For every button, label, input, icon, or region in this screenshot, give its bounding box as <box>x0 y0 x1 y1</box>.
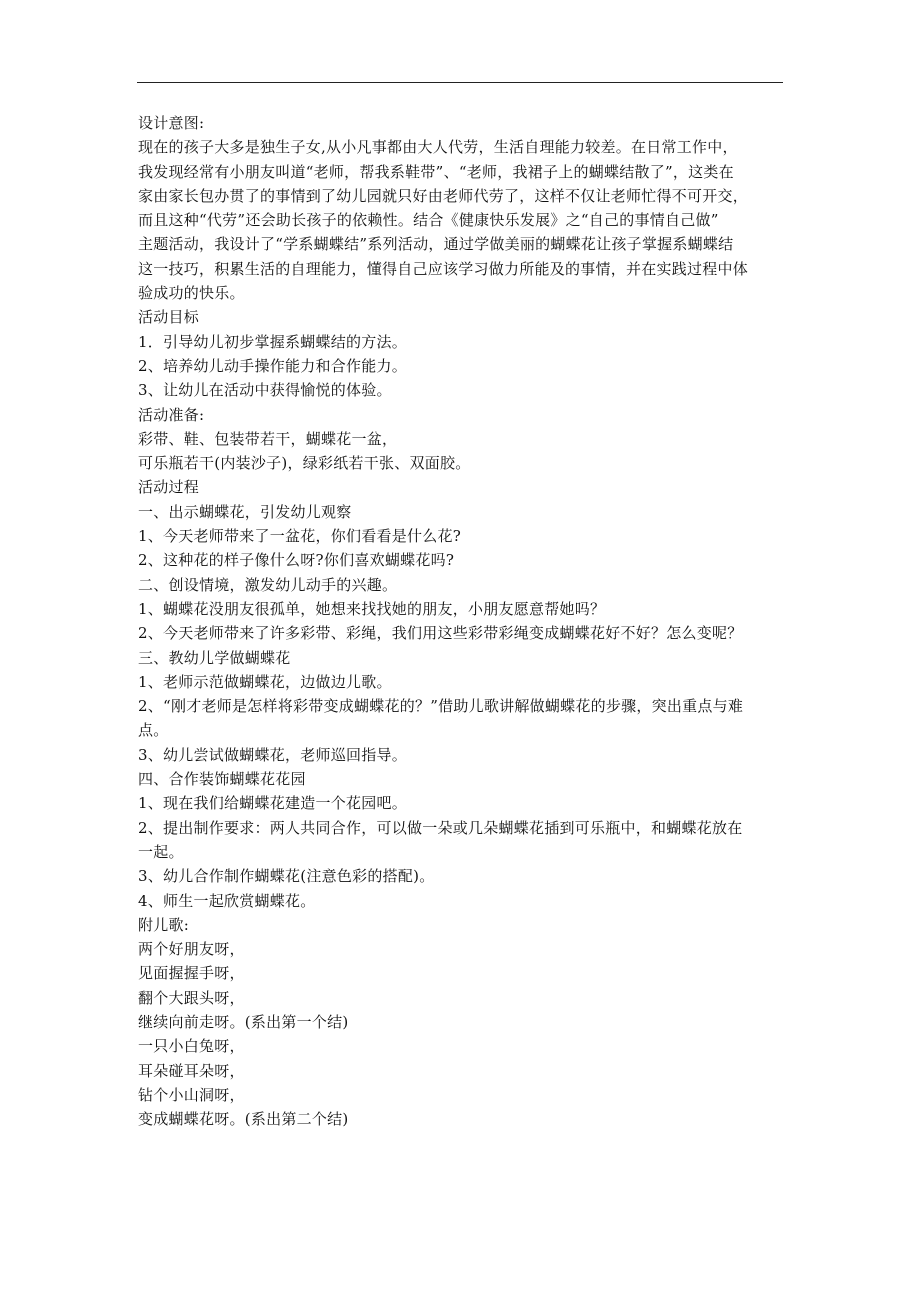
design-intent-line: 这一技巧，积累生活的自理能力，懂得自己应该学习做力所能及的事情，并在实践过程中体 <box>138 259 749 278</box>
song-line: 两个好朋友呀， <box>138 940 245 959</box>
section-title: 四、合作装饰蝴蝶花花园 <box>138 770 306 789</box>
header-rule <box>137 82 783 83</box>
section-item: 1、蝴蝶花没朋友很孤单，她想来找找她的朋友，小朋友愿意帮她吗？ <box>138 599 606 618</box>
goal-item: 1．引导幼儿初步掌握系蝴蝶结的方法。 <box>138 332 408 351</box>
section-item: 3、幼儿合作制作蝴蝶花(注意色彩的搭配)。 <box>138 867 435 886</box>
design-intent-line: 家由家长包办贯了的事情到了幼儿园就只好由老师代劳了，这样不仅让老师忙得不可开交， <box>138 186 749 205</box>
section-item-continuation: 一起。 <box>138 842 184 861</box>
design-intent-heading: 设计意图: <box>138 114 205 132</box>
section-item: 2、“刚才老师是怎样将彩带变成蝴蝶花的？”借助儿歌讲解做蝴蝶花的步骤，突出重点与难 <box>138 697 744 716</box>
design-intent-line: 验成功的快乐。 <box>138 284 245 303</box>
section-item: 1、老师示范做蝴蝶花，边做边儿歌。 <box>138 672 392 691</box>
section-item: 2、今天老师带来了许多彩带、彩绳，我们用这些彩带彩绳变成蝴蝶花好不好？怎么变呢？ <box>138 624 743 643</box>
song-line: 钻个小山洞呀， <box>138 1085 245 1104</box>
goal-item: 3、让幼儿在活动中获得愉悦的体验。 <box>138 381 392 400</box>
design-intent-line: 主题活动，我设计了“学系蝴蝶结”系列活动，通过学做美丽的蝴蝶花让孩子掌握系蝴蝶结 <box>138 235 734 254</box>
preparation-heading: 活动准备: <box>138 405 205 424</box>
design-intent-line: 现在的孩子大多是独生子女,从小凡事都由大人代劳，生活自理能力较差。在日常工作中， <box>138 138 738 157</box>
goals-heading: 活动目标 <box>138 308 200 327</box>
section-item: 3、幼儿尝试做蝴蝶花，老师巡回指导。 <box>138 745 408 764</box>
song-line: 见面握握手呀， <box>138 964 245 983</box>
section-item: 1、现在我们给蝴蝶花建造一个花园吧。 <box>138 794 408 813</box>
section-item: 2、提出制作要求：两人共同合作，可以做一朵或几朵蝴蝶花插到可乐瓶中，和蝴蝶花放在 <box>138 818 743 837</box>
section-item-continuation: 点。 <box>138 721 169 740</box>
design-intent-line: 我发现经常有小朋友叫道“老师，帮我系鞋带”、“老师，我裙子上的蝴蝶结散了”，这类在 <box>138 162 734 181</box>
document-body <box>138 111 788 1131</box>
section-item: 4、师生一起欣赏蝴蝶花。 <box>138 891 316 910</box>
song-line: 继续向前走呀。(系出第一个结) <box>138 1012 349 1031</box>
preparation-item: 可乐瓶若干(内装沙子)，绿彩纸若干张、双面胶。 <box>138 454 471 473</box>
song-heading: 附儿歌: <box>138 915 190 934</box>
preparation-item: 彩带、鞋、包装带若干，蝴蝶花一盆， <box>138 429 398 448</box>
goal-item: 2、培养幼儿动手操作能力和合作能力。 <box>138 356 408 375</box>
section-item: 2、这种花的样子像什么呀?你们喜欢蝴蝶花吗? <box>138 551 455 570</box>
design-intent-line: 而且这种“代劳”还会助长孩子的依赖性。结合《健康快乐发展》之“自己的事情自己做” <box>138 211 719 230</box>
song-line: 变成蝴蝶花呀。(系出第二个结) <box>138 1110 349 1129</box>
song-line: 耳朵碰耳朵呀， <box>138 1061 245 1080</box>
section-title: 三、教幼儿学做蝴蝶花 <box>138 648 291 667</box>
song-line: 翻个大跟头呀， <box>138 988 245 1007</box>
process-heading: 活动过程 <box>138 478 200 497</box>
section-title: 一、出示蝴蝶花，引发幼儿观察 <box>138 502 352 521</box>
section-title: 二、创设情境，激发幼儿动手的兴趣。 <box>138 575 398 594</box>
section-item: 1、今天老师带来了一盆花，你们看看是什么花? <box>138 527 462 546</box>
song-line: 一只小白兔呀， <box>138 1037 245 1056</box>
